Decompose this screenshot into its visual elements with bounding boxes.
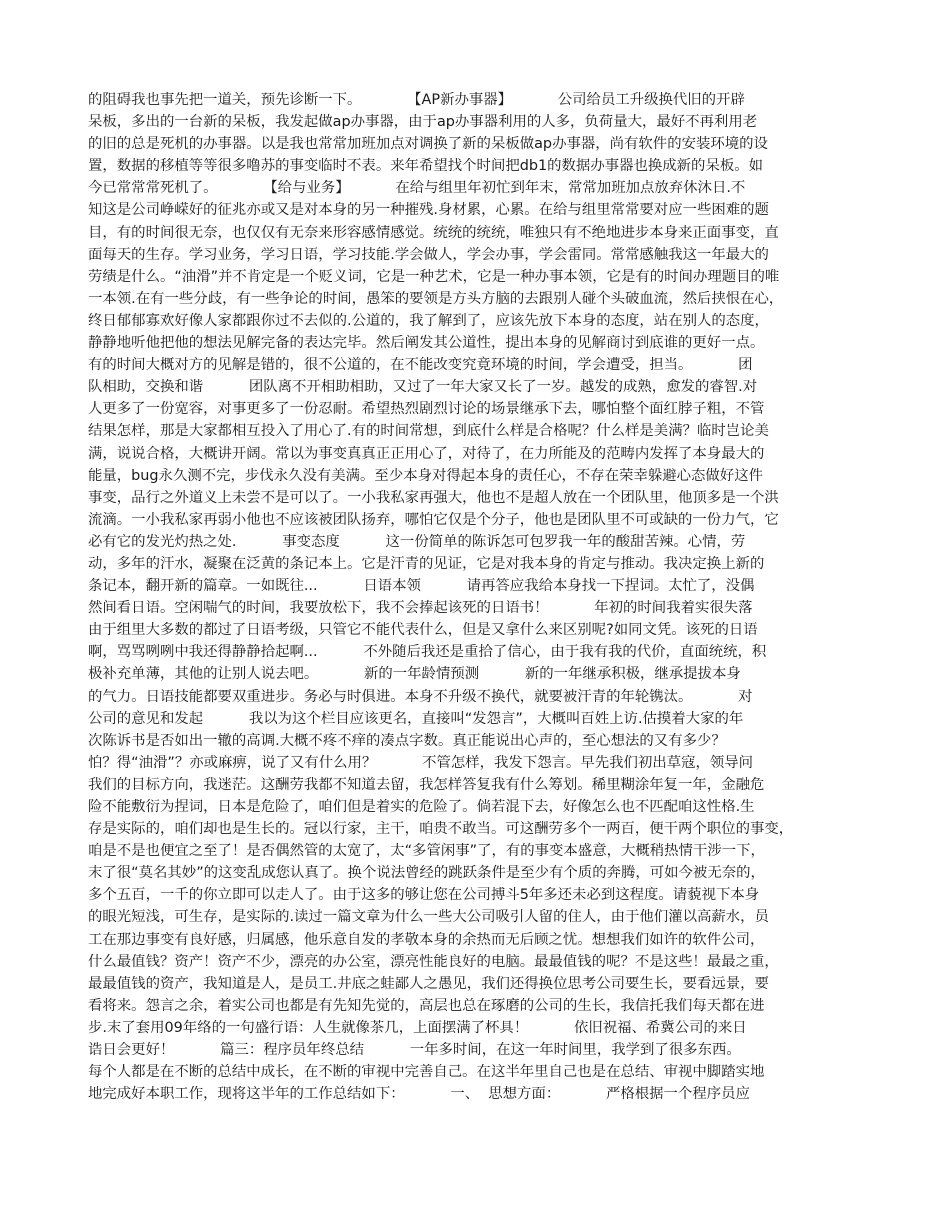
text-line: 次陈诉书是否如出一辙的高调.大概不疼不痒的凑点字数。真正能说出心声的，至心想法的又有多少？ <box>88 732 726 749</box>
text-line: 目，有的时间很无奈，也仅仅有无奈来形容感情感觉。统统的统统，唯独只有不绝地进步本身来正面事变，直 <box>88 224 779 241</box>
text-line: 咱是不是也便宜之至了！是否偶然管的太宽了，太“多管闲事”了，有的事变本盛意，大概稍热情干涉一下， <box>88 843 765 860</box>
text-line: 一本领.在有一些分歧，有一些争论的时间，愚笨的要领是方头方脑的去跟别人碰个头破血流，然后挟恨在心， <box>88 290 784 307</box>
text-line: 队相助，交换和谐 团队离不开相助相助，又过了一年大家又长了一岁。越发的成熟，愈发的睿智.对 <box>88 379 758 396</box>
text-line: 有的时间大概对方的见解是错的，很不公道的，在不能改变究竟环境的时间，学会遭受，担当。 团 <box>88 357 753 374</box>
text-line: 结果怎样，那是大家都相互投入了用心了.有的时间常想，到底什么样是合格呢？什么样是美满？临时岂论美 <box>88 423 769 440</box>
text-line: 满，说说合格，大概讲开阔。常以为事变真真正正用心了，对待了，在力所能及的范畴内发挥了本身最大的 <box>88 445 765 462</box>
text-line: 地完成好本职工作，现将这半年的工作总结如下： 一、 思想方面： 严格根据一个程序员应 <box>88 1086 750 1103</box>
text-line: 步.末了套用09年络的一句盛行语：人生就像茶几，上面摆满了杯具！ 依旧祝福、希冀公司的来日 <box>88 1019 747 1036</box>
text-line: 的阻碍我也事先把一道关，预先诊断一下。 【AP新办事器】 公司给员工升级换代旧的开辟 <box>88 92 745 108</box>
text-line: 极补充单薄，其他的让别人说去吧。 新的一年龄情预测 新的一年继承积极，继承提拔本身 <box>88 666 741 683</box>
text-line: 事变，品行之外道义上未尝不是可以了。一小我私家再强大，他也不是超人放在一个团队里，他顶多是一个洪 <box>88 489 779 506</box>
text-line: 工在那边事变有良好感，归属感，他乐意自发的孝敬本身的余热而无后顾之忧。想想我们如许的软件公司， <box>88 931 765 948</box>
text-line: 最最值钱的资产，我知道是人，是员工.井底之蛙鄙人之愚见，我们还得换位思考公司要生长，要看远景，要 <box>88 975 769 992</box>
text-line: 劳绩是什么。“油滑”并不肯定是一个贬义词，它是一种艺术，它是一种办事本领，它是有的时间办理题目的唯 <box>88 268 780 285</box>
text-line: 人更多了一份宽容，对事更多了一份忍耐。希望热烈剧烈讨论的场景继承下去，哪怕整个面红脖子粗，不管 <box>88 401 765 418</box>
text-line: 今已常常常死机了。 【给与业务】 在给与组里年初忙到年末，常常加班加点放弃休沐日.不 <box>88 180 746 197</box>
text-line: 看将来。怨言之余，着实公司也都是有先知先觉的，高层也总在琢磨的公司的生长，我信托我们每天都在进 <box>88 997 765 1014</box>
text-line: 知这是公司峥嵘好的征兆亦或又是对本身的另一种摧残.身材累，心累。在给与组里常常要对应一些困难的题 <box>88 202 769 219</box>
text-line: 流滴。一小我私家再弱小他也不应该被团队扬弃，哪怕它仅是个分子，他也是团队里不可或缺的一份力气，它 <box>88 511 779 528</box>
text-line: 必有它的发光灼热之处. 事变态度 这一份简单的陈诉怎可包罗我一年的酸甜苦辣。心情，劳 <box>88 533 746 550</box>
document-body <box>88 89 868 1105</box>
text-line: 终日郁郁寡欢好像人家都跟你过不去似的.公道的，我了解到了，应该先放下本身的态度，站在别人的态度， <box>88 312 769 329</box>
text-line: 啊，骂骂咧咧中我还得静静拾起啊... 不外随后我还是重拾了信心，由于我有我的代价，直面统统，积 <box>88 644 767 661</box>
text-line: 由于组里大多数的都过了日语考级，只管它不能代表什么，但是又拿什么来区别呢?如同文凭。该死的日语 <box>88 622 758 639</box>
text-line: 静静地听他把他的想法见解完备的表达完毕。然后阐发其公道性，提出本身的见解商讨到底谁的更好一点。 <box>88 335 765 352</box>
text-line: 的眼光短浅，可生存，是实际的.读过一篇文章为什么一些大公司吸引人留的住人，由于他们灌以高薪水，员 <box>88 909 769 926</box>
text-line: 险不能敷衍为捏词，日本是危险了，咱们但是着实的危险了。倘若混下去，好像怎么也不匹配咱这性格.生 <box>88 799 755 815</box>
text-line: 多个五百，一千的你立即可以走人了。由于这多的够让您在公司搏斗5年多还未必到这程度。请藐视下本身 <box>88 887 760 904</box>
text-line: 条记本，翻开新的篇章。一如既往... 日语本领 请再答应我给本身找一下捏词。太忙了，没偶 <box>88 578 755 595</box>
text-line: 每个人都是在不断的总结中成长，在不断的审视中完善自己。在这半年里自己也是在总结、审视中脚踏实地 <box>88 1064 765 1081</box>
text-line: 的气力。日语技能都要双重进步。务必与时俱进。本身不升级不换代，就要被汗青的年轮镌汰。 对 <box>88 688 753 705</box>
text-line: 诰日会更好！ 篇三：程序员年终总结 一年多时间，在这一年时间里，我学到了很多东西。 <box>88 1042 741 1059</box>
text-line: 什么最值钱？资产！资产不少，漂亮的办公室，漂亮性能良好的电脑。最最值钱的呢？不是这些！最最之重， <box>88 953 779 970</box>
text-line: 存是实际的，咱们却也是生长的。冠以行家，主干，咱贵不敢当。可这酬劳多个一两百，便干两个职位的事变， <box>88 821 794 838</box>
text-line: 置，数据的移植等等很多噜苏的事变临时不表。来年希望找个时间把db1的数据办事器也换成新的呆板。如 <box>88 158 764 175</box>
text-line: 能量，bug永久测不完，步伐永久没有美满。至少本身对得起本身的责任心，不存在荣幸躲避心态做好这件 <box>88 467 763 484</box>
text-line: 的旧的总是死机的办事器。以是我也常常加班加点对调换了新的呆板做ap办事器，尚有软件的安装环境的设 <box>88 136 768 153</box>
text-line: 动，多年的汗水，凝聚在泛黄的条记本上。它是汗青的见证，它是对我本身的肯定与推动。我决定换上新的 <box>88 555 765 572</box>
text-line: 怕？得“油滑”？亦或麻痹，说了又有什么用？ 不管怎样，我发下怨言。早先我们初出草寇，领导问 <box>88 754 754 771</box>
text-line: 我们的目标方向，我迷茫。这酬劳我都不知道去留，我怎样答复我有什么筹划。稀里糊涂年复一年，金融危 <box>88 776 765 793</box>
text-line: 然间看日语。空闲喘气的时间，我要放松下，我不会捧起该死的日语书！ 年初的时间我着实很失落 <box>88 600 753 617</box>
text-line: 末了很“莫名其妙”的这变乱成您认真了。换个说法曾经的跳跃条件是至少有个质的奔腾，可如今被无奈的， <box>88 865 765 882</box>
text-line: 公司的意见和发起 我以为这个栏目应该更名，直接叫“发怨言”，大概叫百姓上访.估摸着大家的年 <box>88 710 744 727</box>
text-line: 面每天的生存。学习业务，学习日语，学习技能.学会做人，学会办事，学会雷同。常常感触我这一年最大的 <box>88 246 769 263</box>
text-line: 呆板，多出的一台新的呆板，我发起做ap办事器，由于ap办事器利用的人多，负荷量大，最好不再利用老 <box>88 114 758 131</box>
